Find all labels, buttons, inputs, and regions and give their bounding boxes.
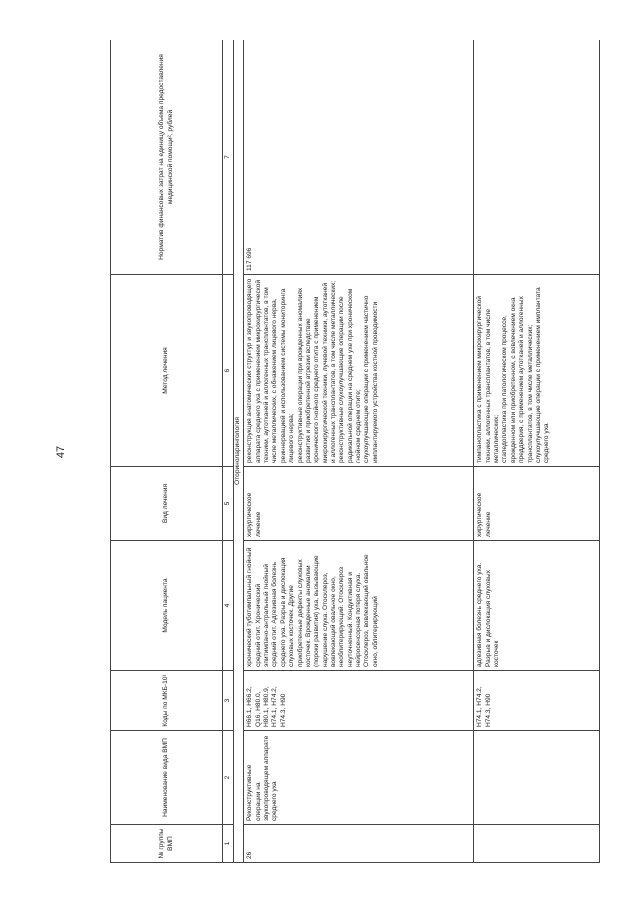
- row-patient-model: адгезивная болезнь среднего уха. Разрыв и дислокация слуховых косточек: [474, 541, 600, 671]
- row-group-number: [474, 825, 600, 863]
- column-number: 4: [223, 541, 234, 671]
- header-icd-codes: Коды по МКБ-10¹: [111, 671, 223, 731]
- row-treatment-method: реконструкция анатомических структур и звукопроводящего аппарата среднего уха с применением микрохирургической техники, аутотканей и аллогенных трансплантатов, в том числе металлических, с обнажением лицевого нерва, реиннервацией и использованием системы мониторинга лицевого нерва; реконструктивные операции при врожденных аномалиях развития и приобретенной атрезии вследствие хронического гнойного среднего отита с применением микрохирургической техники, лучевой техники, аутотканей и аллогенных трансплантатов, в том числе металлических; реконструктивные слухоулучшающие операции после радикальной операции на среднем ухе при хроническом гнойном среднем отите; слухоулучшающие операции с применением частично имплантируемого устройства костной проводимости: [244, 275, 474, 467]
- column-number-row: [223, 40, 234, 863]
- column-number: 6: [223, 275, 234, 467]
- row-group-number: 26: [244, 825, 474, 863]
- row-icd-codes: H66.1, H66.2, Q16, H80.0, H80.1, H80.9, H74.1, H74.2, H74.3, H90: [244, 671, 474, 731]
- column-number: 2: [223, 731, 234, 825]
- header-row: [111, 40, 223, 863]
- header-treatment-method: Метод лечения: [111, 275, 223, 467]
- header-vmp-name: Наименование вида ВМП: [111, 731, 223, 825]
- page-number: 47: [55, 445, 67, 459]
- column-number: 5: [223, 467, 234, 541]
- vmp-table: [110, 40, 600, 863]
- row-vmp-name: [474, 731, 600, 825]
- column-number: 7: [223, 40, 234, 275]
- column-number: 3: [223, 671, 234, 731]
- section-title: Оториноларингология: [234, 40, 244, 863]
- row-treatment-method: тимпанопластика с применением микрохирургической техники, аллогенных трансплантатов, в том числе металлических; стапедопластика при патологическом процессе, врожденном или приобретенном, с вовлечением окна преддверия, с применением аутотканей и аллогенных трансплантатов, в том числе металлических; слухоулучшающие операции с применением имплантата среднего уха: [474, 275, 600, 467]
- header-cost-norm: Норматив финансовых затрат на единицу объема предоставления медицинской помощи², рублей: [111, 40, 223, 275]
- row-cost-norm: [474, 40, 600, 275]
- vmp-table-area: [110, 40, 600, 863]
- row-icd-codes: H74.1, H74.2, H74.3, H90: [474, 671, 600, 731]
- row-cost-norm: 117 696: [244, 40, 474, 275]
- row-vmp-name: Реконструктивные операции на звукопроводящем аппарате среднего уха: [244, 731, 474, 825]
- header-group-number: № группы ВМП: [111, 825, 223, 863]
- vmp-table-rotated: [110, 40, 600, 863]
- header-treatment-type: Вид лечения: [111, 467, 223, 541]
- row-treatment-type: хирургическое лечение: [244, 467, 474, 541]
- column-number: 1: [223, 825, 234, 863]
- row-treatment-type: хирургическое лечение: [474, 467, 600, 541]
- header-patient-model: Модель пациента: [111, 541, 223, 671]
- section-row: [234, 40, 244, 863]
- table-row: [244, 40, 474, 863]
- table-row: [474, 40, 600, 863]
- row-patient-model: хронический туботимпальный гнойный средний отит. Хронический эпитимпано-антральный гнойный средний отит. Адгезивная болезнь среднего уха. Разрыв и дислокация слуховых косточек. Другие приобретенные дефекты слуховых косточек. Врожденные аномалии (пороки развития) уха, вызывающие нарушение слуха. Отосклероз, вовлекающий овальное окно, необлитерирующий. Отосклероз неуточненный. Кондуктивная и нейросенсорная потеря слуха. Отосклероз, вовлекающий овальное окно, облитерирующий: [244, 541, 474, 671]
